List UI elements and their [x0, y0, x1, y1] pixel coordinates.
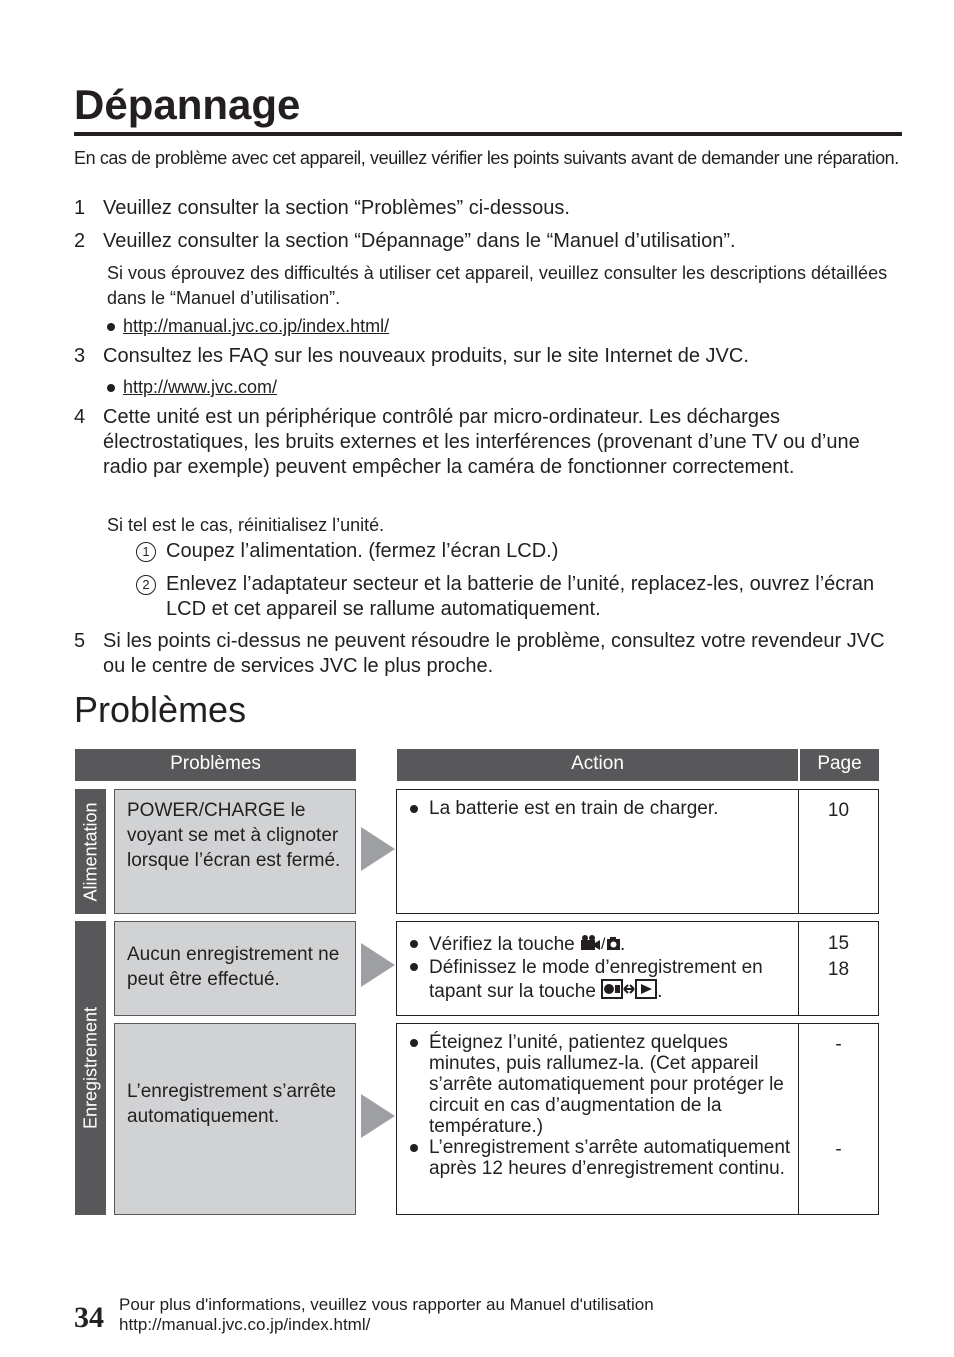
group-label-enregistrement: Enregistrement [75, 921, 106, 1215]
bullet-icon [410, 1144, 418, 1152]
problem-cell: L’enregistrement s’arrête automatiquement. [114, 1023, 356, 1215]
record-mode-icon [601, 979, 657, 999]
page-number: - [835, 1139, 842, 1160]
link-bullet [107, 376, 277, 398]
svg-text:/: / [601, 936, 606, 952]
intro-text: En cas de problème avec cet appareil, veuillez vérifier les points suivants avant de demander une réparation. [74, 148, 899, 168]
page-number: 15 [827, 933, 850, 954]
step-text: Cette unité est un périphérique contrôlé par micro-ordinateur. Les décharges électrostatiques, les bruits externes et les interférences (provenant d’une TV ou d’une radio par exemple) peuvent empêcher la caméra de fonctionner correctement. [103, 406, 860, 478]
bullet-icon [107, 323, 115, 331]
header-problems: Problèmes [75, 749, 356, 781]
action-item: L’enregistrement s’arrête automatiquement après 12 heures d’enregistrement continu. [410, 1137, 795, 1179]
page-number-footer: 34 [74, 1301, 104, 1334]
header-action: Action [397, 749, 798, 781]
action-item: Vérifiez la touche / . [410, 933, 795, 956]
bullet-icon [410, 1039, 418, 1047]
bullet-icon [410, 805, 418, 813]
header-page: Page [800, 749, 879, 781]
bullet-icon [410, 963, 418, 971]
circled-number: 1 [136, 542, 156, 562]
substep-text: Coupez l’alimentation. (fermez l’écran LCD.) [166, 540, 559, 562]
action-item: La batterie est en train de charger. [410, 798, 795, 819]
page-number: - [835, 1034, 842, 1055]
footer-text [119, 1295, 654, 1335]
page-number: 18 [827, 959, 850, 980]
step-number: 1 [74, 197, 86, 219]
bullet-icon [410, 940, 418, 948]
step-number: 3 [74, 345, 86, 367]
problem-cell: Aucun enregistrement ne peut être effectué. [114, 921, 356, 1016]
step-number: 4 [74, 406, 86, 428]
group-label-alimentation: Alimentation [75, 789, 106, 914]
action-list [410, 798, 795, 819]
arrow-icon [361, 1094, 395, 1138]
step-number: 2 [74, 230, 86, 252]
page-number: 10 [827, 800, 850, 821]
action-list [410, 1032, 795, 1179]
circled-number: 2 [136, 575, 156, 595]
footer-line: Pour plus d'informations, veuillez vous rapporter au Manuel d'utilisation [119, 1295, 654, 1314]
title-rule [74, 132, 902, 136]
section-title: Problèmes [74, 689, 247, 730]
substep-text: Enlevez l’adaptateur secteur et la batterie de l’unité, replacez-les, ouvrez l’écran LCD et cet appareil se rallume automatiquement. [166, 573, 875, 620]
step-number: 5 [74, 630, 86, 652]
jvc-link[interactable]: http://www.jvc.com/ [123, 377, 278, 397]
bullet-icon [107, 384, 115, 392]
arrow-icon [361, 827, 395, 871]
arrow-icon [361, 943, 395, 987]
video-camera-icon [580, 934, 620, 952]
step-text: Veuillez consulter la section “Dépannage” dans le “Manuel d’utilisation”. [103, 230, 736, 252]
step-text: Veuillez consulter la section “Problèmes” ci-dessous. [103, 197, 570, 219]
action-list [410, 933, 795, 1003]
problem-cell: POWER/CHARGE le voyant se met à clignoter lorsque l’écran est fermé. [114, 789, 356, 914]
footer-link[interactable]: http://manual.jvc.co.jp/index.html/ [119, 1315, 371, 1334]
step-text: Consultez les FAQ sur les nouveaux produits, sur le site Internet de JVC. [103, 345, 749, 367]
action-item: Définissez le mode d’enregistrement en tapant sur la touche . [410, 956, 795, 1003]
link-bullet [107, 315, 389, 337]
page-title: Dépannage [74, 81, 301, 128]
step-note: Si vous éprouvez des difficultés à utiliser cet appareil, veuillez consulter les descriptions détaillées dans le “Manuel d’utilisation”. [107, 263, 888, 308]
step-note: Si tel est le cas, réinitialisez l’unité. [107, 515, 385, 535]
action-item: Éteignez l’unité, patientez quelques minutes, puis rallumez-la. (Cet appareil s’arrête automatiquement pour protéger le circuit en cas d’augmentation de la température.) [410, 1032, 795, 1137]
step-text: Si les points ci-dessus ne peuvent résoudre le problème, consultez votre revendeur JVC ou le centre de services JVC le plus proche. [103, 630, 885, 677]
manual-link[interactable]: http://manual.jvc.co.jp/index.html/ [123, 316, 390, 336]
